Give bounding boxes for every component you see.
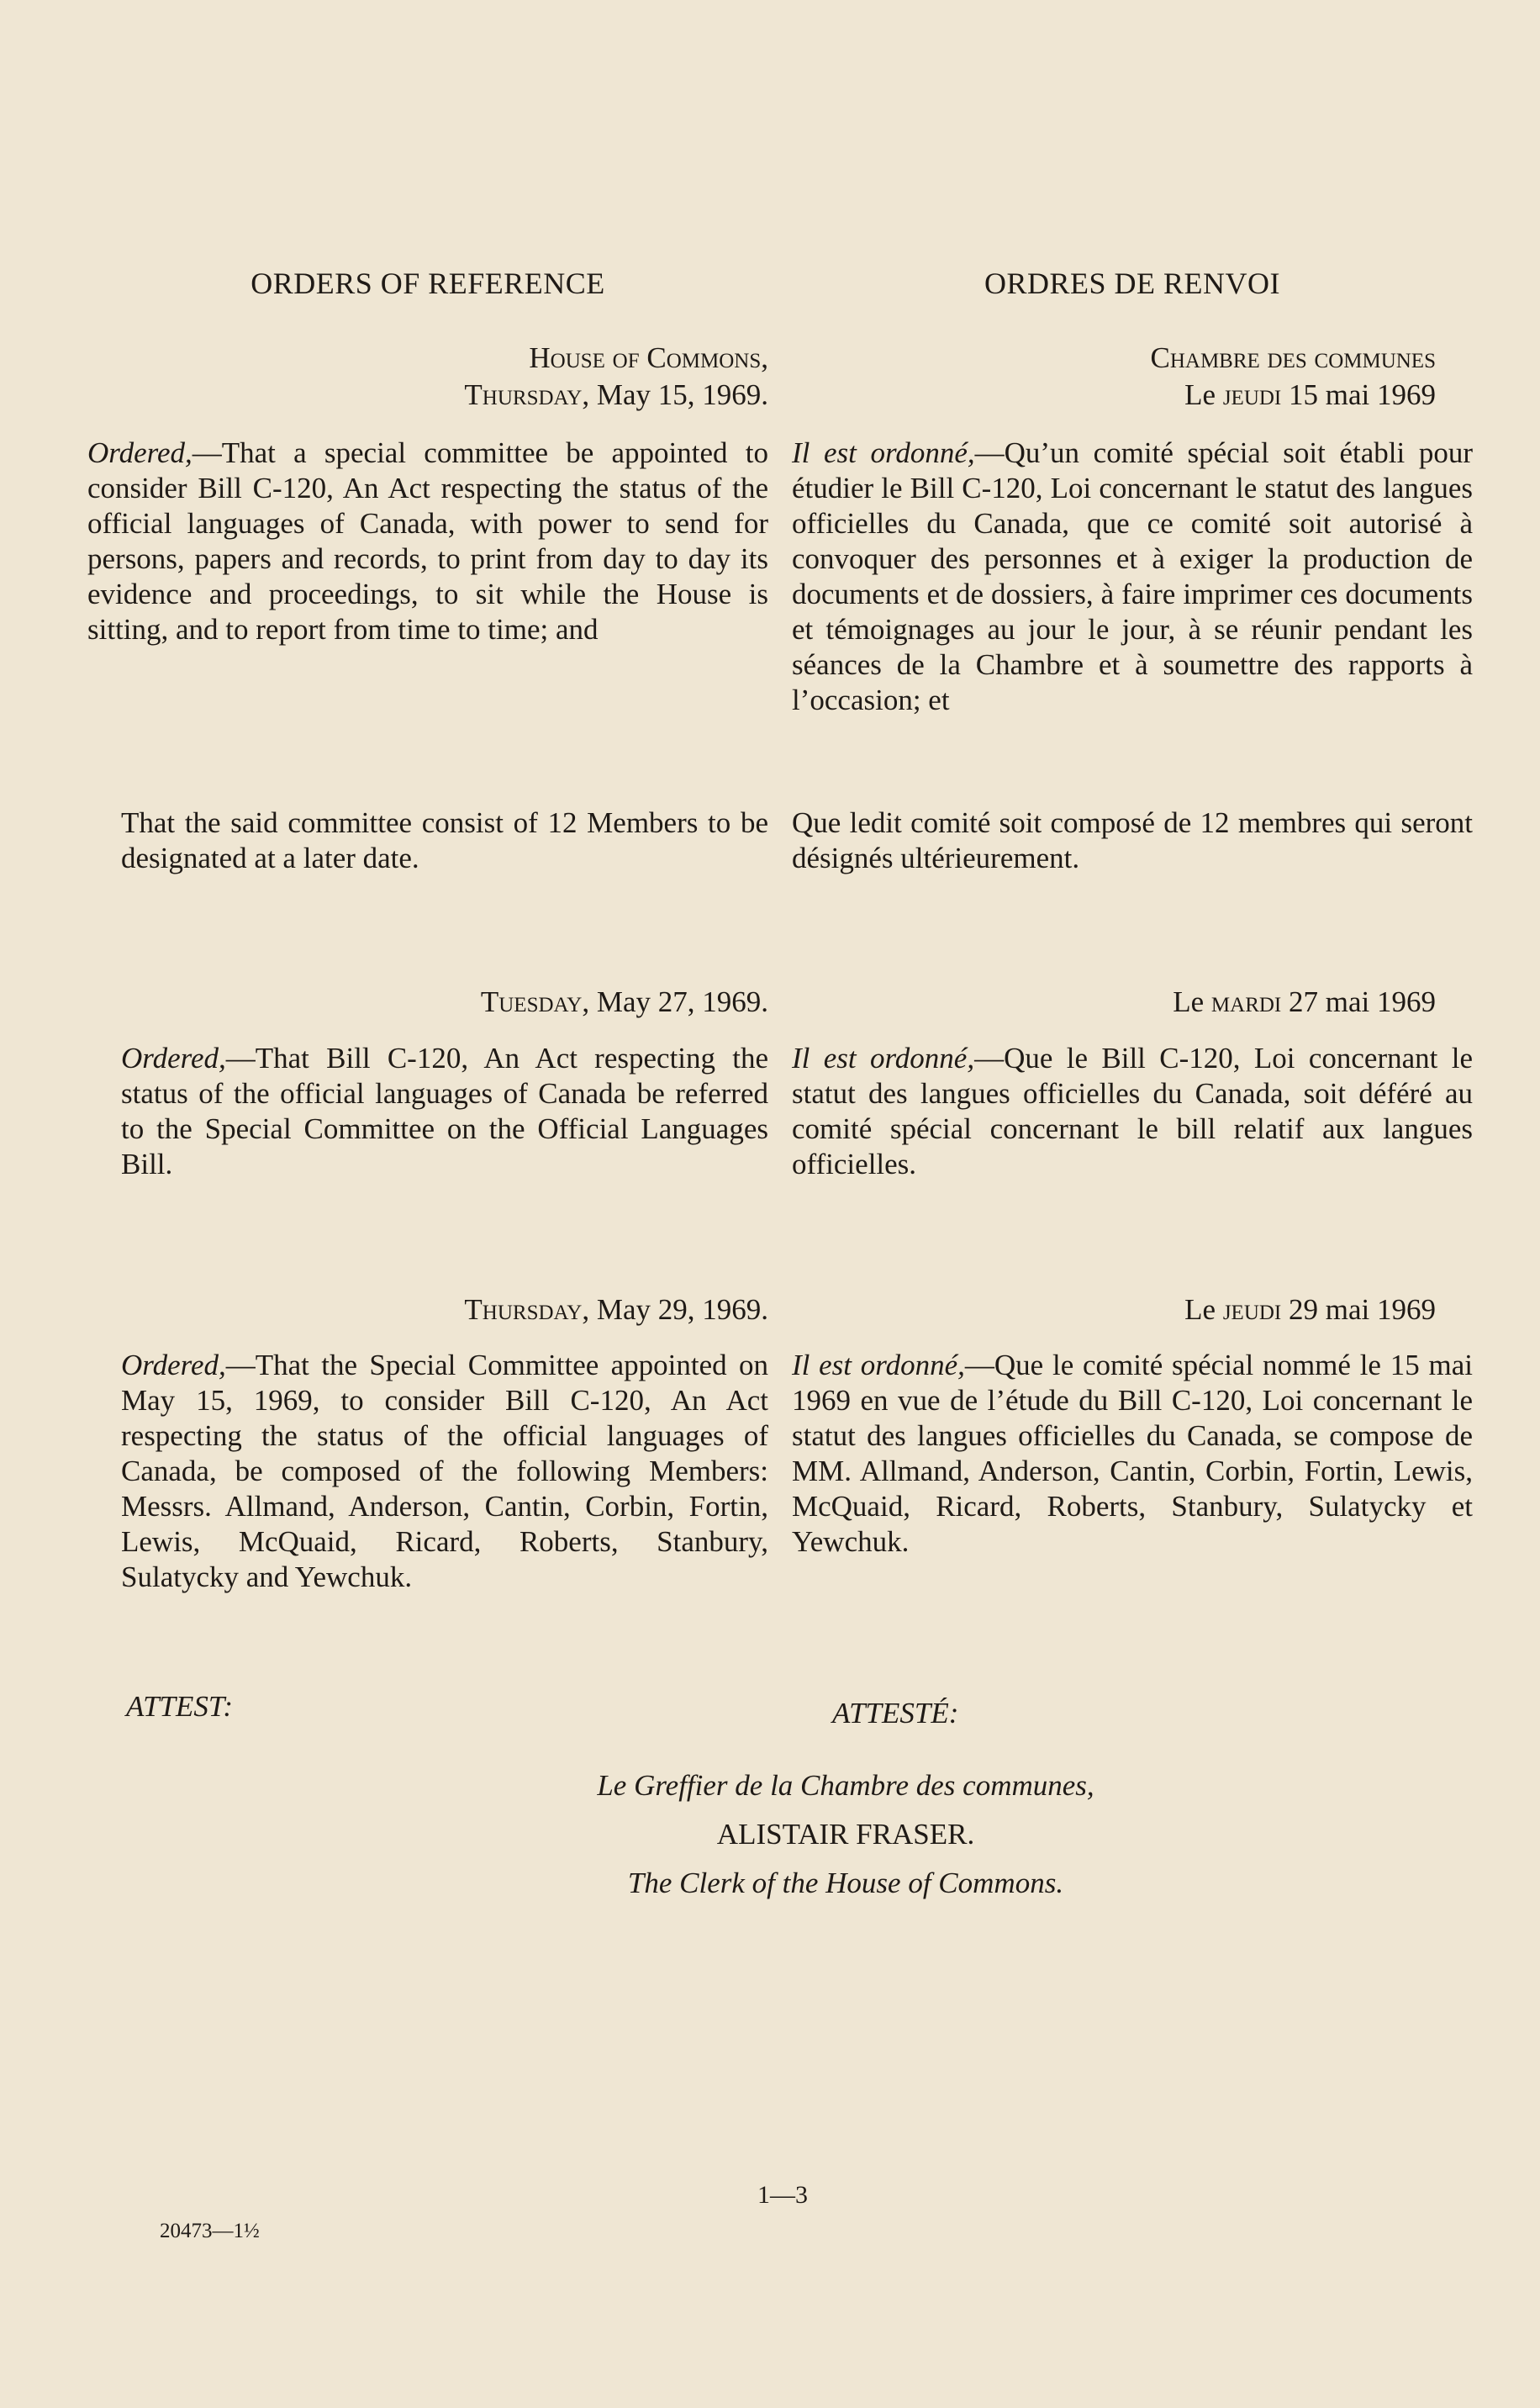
en-date1 (87, 340, 768, 414)
fr-date1-line1: Chambre des communes (1150, 341, 1436, 374)
fr-para2-text: Que ledit comité soit composé de 12 membres qui seront désignés ultérieurement. (792, 806, 1473, 874)
en-para1-lead: Ordered, (87, 436, 192, 469)
fr-date2-rest: 27 mai 1969 (1281, 985, 1436, 1018)
fr-para3-lead: Il est ordonné, (792, 1042, 975, 1075)
en-date3-day: Thursday, (464, 1293, 590, 1326)
en-para3-lead: Ordered, (121, 1042, 226, 1075)
en-para4 (87, 1348, 768, 1595)
en-attest: ATTEST: (126, 1690, 234, 1723)
signature-name: ALISTAIR FRASER. (716, 1818, 975, 1851)
en-date1-rest: May 15, 1969. (589, 378, 768, 411)
en-date2 (87, 985, 768, 1019)
en-date2-day: Tuesday, (480, 985, 590, 1018)
fr-attest: ATTESTÉ: (832, 1697, 959, 1729)
fr-para3-text: —Que le Bill C-120, Loi concernant le statut des langues officielles du Canada, soit déféré au comité spécial concernant le bill relatif aux langues officielles. (792, 1042, 1473, 1180)
en-date3-rest: May 29, 1969. (589, 1293, 768, 1326)
signature-line-french: Le Greffier de la Chambre des communes, (597, 1769, 1094, 1802)
fr-para1-text: —Qu’un comité spécial soit établi pour étudier le Bill C-120, Loi concernant le statut des langues officielles du Canada, que ce comité soit autorisé à convoquer des personnes et à exiger la production de documents et de dossiers, à faire imprimer ces documents et témoignages au jour le jour, à se réunir pendant les séances de la Chambre et à soumettre des rapports à l’occasion; et (792, 436, 1474, 716)
signature-line-english: The Clerk of the House of Commons. (627, 1867, 1064, 1899)
en-para2 (87, 805, 768, 876)
fr-para4-text: —Que le comité spécial nommé le 15 mai 1969 en vue de l’étude du Bill C-120, Loi concernant le statut des langues officielles du Canada, se compose de MM. Allmand, Anderson, Cantin, Corbin, Fortin, Lewis, McQuaid, Ricard, Roberts, Stanbury, Sulatycky et Yewchuk. (792, 1349, 1473, 1558)
fr-date2 (755, 985, 1436, 1019)
fr-para3 (792, 1041, 1473, 1182)
en-para3-text: —That Bill C-120, An Act respecting the status of the official languages of Canada be referred to the Special Committee on the Official Languages Bill. (121, 1042, 768, 1180)
fr-heading: ORDRES DE RENVOI (984, 267, 1280, 300)
fr-date1 (755, 340, 1436, 414)
en-date2-rest: May 27, 1969. (589, 985, 768, 1018)
page-number: 1—3 (757, 2181, 808, 2209)
fr-date1-rest: 15 mai 1969 (1281, 378, 1436, 411)
en-para4-text: —That the Special Committee appointed on May 15, 1969, to consider Bill C-120, An Act respecting the status of the official languages of Canada, be composed of the following Members: Messrs. Allmand, Anderson, Cantin, Corbin, Fortin, Lewis, McQuaid, Ricard, Roberts, Stanbury, Sulatycky and Yewchuk. (121, 1349, 768, 1593)
fr-date3 (755, 1293, 1436, 1327)
en-para1 (87, 436, 768, 647)
en-date3 (87, 1293, 768, 1327)
en-heading: ORDERS OF REFERENCE (251, 267, 605, 300)
fr-date2-day: mardi (1210, 985, 1282, 1018)
fr-para4 (792, 1348, 1473, 1560)
en-date1-line1: House of Commons, (529, 341, 768, 374)
fr-date2-pre: Le (1173, 985, 1211, 1018)
fr-date1-day: jeudi (1222, 378, 1282, 411)
en-para2-text: That the said committee consist of 12 Members to be designated at a later date. (121, 806, 768, 874)
fr-para1-lead: Il est ordonné, (792, 436, 975, 469)
print-code: 20473—1½ (160, 2220, 260, 2242)
en-para4-lead: Ordered, (121, 1349, 226, 1381)
fr-para1 (792, 436, 1473, 718)
fr-para2 (792, 805, 1473, 876)
fr-date1-pre: Le (1184, 378, 1223, 411)
fr-date3-day: jeudi (1222, 1293, 1282, 1326)
fr-date3-rest: 29 mai 1969 (1281, 1293, 1436, 1326)
en-para1-text: —That a special committee be appointed to consider Bill C-120, An Act respecting the status of the official languages of Canada, with power to send for persons, papers and records, to print from day to day its evidence and proceedings, to sit while the House is sitting, and to report from time to time; and (87, 436, 768, 646)
en-para3 (87, 1041, 768, 1182)
fr-para4-lead: Il est ordonné, (792, 1349, 965, 1381)
en-date1-day: Thursday, (464, 378, 590, 411)
fr-date3-pre: Le (1184, 1293, 1223, 1326)
